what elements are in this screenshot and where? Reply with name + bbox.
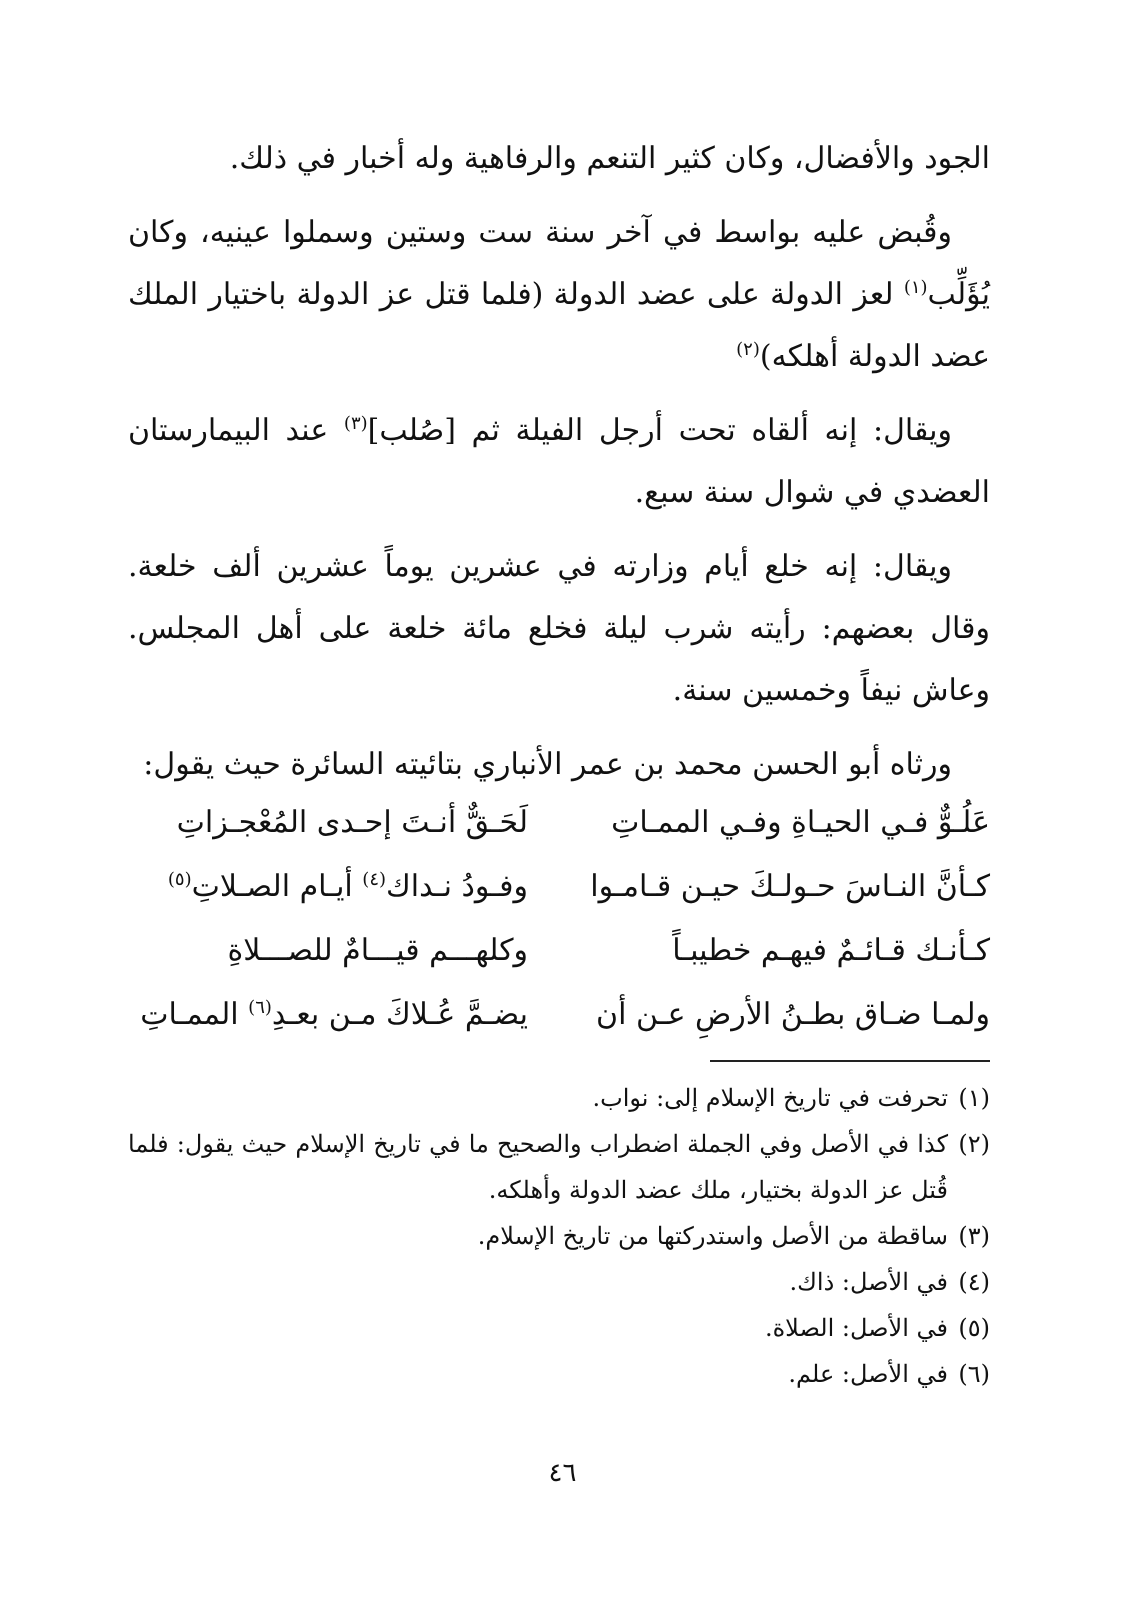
footnotes xyxy=(128,1075,990,1397)
footnote-ref-4[interactable]: (٤) xyxy=(362,868,387,890)
poem-verse-1 xyxy=(128,790,990,854)
verse-1-second-hemistich: لَحَـقٌّ أنـتَ إحـدى المُعْجـزاتِ xyxy=(176,804,528,840)
paragraph-4 xyxy=(128,536,990,722)
footnote-1 xyxy=(128,1075,990,1121)
paragraph-3-part-1: ويقال: إنه ألقاه تحت أرجل الفيلة ثم [صُلب] xyxy=(367,413,953,448)
footnote-ref-6[interactable]: (٦) xyxy=(248,996,272,1018)
paragraph-2 xyxy=(128,202,990,388)
verse-2-first-hemistich: كـأنَّ النـاسَ حـولـكَ حيـن قـامـوا xyxy=(590,868,990,904)
footnote-text: في الأصل: علم. xyxy=(788,1360,948,1388)
verse-4-second-part-2: الممـاتِ xyxy=(140,996,249,1032)
paragraph-5 xyxy=(128,734,990,796)
paragraph-1-text: الجود والأفضال، وكان كثير التنعم والرفاهية وله أخبار في ذلك. xyxy=(229,141,990,176)
verse-3-second-hemistich: وكلهـــم قيـــامٌ للصـــلاةِ xyxy=(227,932,528,968)
footnote-text: كذا في الأصل وفي الجملة اضطراب والصحيح ما في تاريخ الإسلام حيث يقول: فلما قُتل عز الدولة بختيار، ملك عضد الدولة وأهلكه. xyxy=(128,1130,948,1204)
verse-2-second-part-2: أيـام الصـلاتِ xyxy=(191,868,363,904)
paragraph-1 xyxy=(128,128,990,190)
footnote-separator xyxy=(710,1060,990,1062)
verse-1-first-hemistich: عَلُـوٌّ فـي الحيـاةِ وفـي الممـاتِ xyxy=(611,804,990,840)
paragraph-2-part-1: وقُبض عليه بواسط في آخر سنة ست وستين وسملوا عينيه، وكان يُؤَلِّب xyxy=(128,215,990,312)
footnote-4 xyxy=(128,1259,990,1305)
footnote-3 xyxy=(128,1213,990,1259)
footnote-text: في الأصل: الصلاة. xyxy=(764,1314,948,1342)
footnote-5 xyxy=(128,1305,990,1351)
footnote-ref-1[interactable]: (١) xyxy=(903,277,928,298)
paragraph-3-part-2: عند البيمارستان العضدي في شوال سنة سبع. xyxy=(128,413,990,510)
main-text xyxy=(128,128,990,808)
verse-3-first-hemistich: كـأنـك قـائـمٌ فيهـم خطيبـاً xyxy=(672,932,990,968)
paragraph-2-part-2: لعز الدولة على عضد الدولة (فلما قتل عز الدولة باختيار الملك عضد الدولة أهلكه) xyxy=(128,277,990,374)
verse-2-second-part-1: وفـودُ نـداك xyxy=(386,868,528,904)
footnote-number: (٤) xyxy=(958,1268,990,1296)
verse-2-second-hemistich xyxy=(128,869,528,904)
verse-4-second-hemistich xyxy=(128,997,528,1032)
footnote-number: (٣) xyxy=(958,1222,990,1250)
poem xyxy=(128,790,990,1046)
poem-verse-2 xyxy=(128,854,990,918)
footnote-2 xyxy=(128,1121,990,1213)
footnote-number: (٢) xyxy=(958,1130,990,1158)
footnote-text: تحرفت في تاريخ الإسلام إلى: نواب. xyxy=(592,1084,948,1112)
verse-4-second-part-1: يضـمَّ عُـلاكَ مـن بعـدِ xyxy=(271,996,528,1032)
footnote-6 xyxy=(128,1351,990,1397)
footnote-number: (٥) xyxy=(958,1314,990,1342)
footnote-ref-3[interactable]: (٣) xyxy=(343,413,368,434)
footnote-text: ساقطة من الأصل واستدركتها من تاريخ الإسلام. xyxy=(477,1222,948,1250)
verse-4-first-hemistich: ولمـا ضـاق بطـنُ الأرضِ عـن أن xyxy=(596,996,990,1032)
footnote-number: (٦) xyxy=(958,1360,990,1388)
footnote-text: في الأصل: ذاك. xyxy=(789,1268,948,1296)
footnote-ref-2[interactable]: (٢) xyxy=(736,339,760,360)
footnote-ref-5[interactable]: (٥) xyxy=(167,868,192,890)
footnote-number: (١) xyxy=(958,1084,990,1112)
paragraph-3 xyxy=(128,400,990,524)
poem-verse-3 xyxy=(128,918,990,982)
paragraph-5-text: ورثاه أبو الحسن محمد بن عمر الأنباري بتائيته السائرة حيث يقول: xyxy=(143,747,952,782)
paragraph-4-text: ويقال: إنه خلع أيام وزارته في عشرين يوماً عشرين ألف خلعة. وقال بعضهم: رأيته شرب ليلة فخلع مائة خلعة على أهل المجلس. وعاش نيفاً وخمسين سنة. xyxy=(128,549,990,708)
page-number: ٤٦ xyxy=(548,1458,577,1488)
poem-verse-4 xyxy=(128,982,990,1046)
